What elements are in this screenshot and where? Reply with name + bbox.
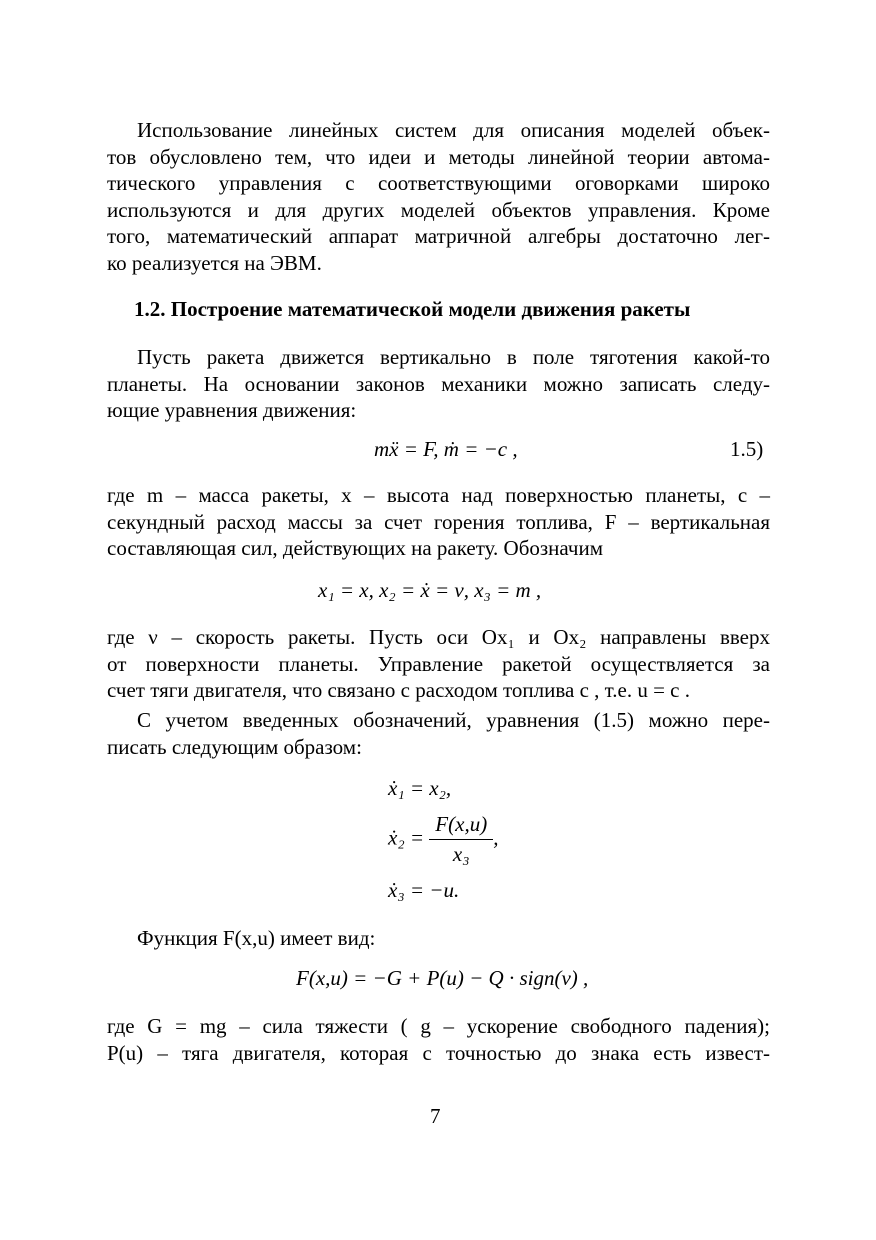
text-line: счет тяги двигателя, что связано с расходом топлива c , т.е. u = c . [107, 678, 690, 703]
system-equation-1: ẋ₁ = x₂, [388, 776, 452, 800]
paragraph-rocket-motion [107, 344, 770, 424]
system-equation-2-lhs: ẋ₂ = [388, 825, 425, 850]
text-line: тов обусловлено тем, что идеи и методы линейной теории автома- [107, 144, 770, 169]
paragraph-gravity [107, 1013, 770, 1066]
paragraph-linear-systems [107, 117, 770, 277]
equation-notation: x₁ = x, x₂ = ẋ = ν, x₃ = m , [318, 578, 542, 602]
text-line: где ν – скорость ракеты. Пусть оси Ox₁ и Ox₂ направлены вверх [107, 625, 770, 649]
paragraph-function [137, 925, 375, 952]
equation-number: 1.5) [730, 437, 764, 461]
text-line: С учетом введенных обозначений, уравнения (1.5) можно пере- [137, 708, 770, 732]
fraction [429, 812, 493, 867]
paragraph-rewrite [107, 707, 770, 760]
text-line: P(u) – тяга двигателя, которая с точностью до знака есть извест- [107, 1040, 770, 1065]
text-line: где G = mg – сила тяжести ( g – ускорение свободного падения); [107, 1014, 770, 1038]
paragraph-velocity [107, 624, 770, 704]
equation-force: F(x,u) = −G + P(u) − Q · sign(ν) , [296, 966, 589, 990]
system-equation-3: ẋ₃ = −u. [388, 878, 460, 902]
text-line: Использование линейных систем для описания моделей объек- [137, 118, 770, 142]
text-line: того, математический аппарат матричной алгебры достаточно лег- [107, 224, 770, 249]
equation-motion: mẍ = F, ṁ = −c , [374, 437, 518, 461]
text-line: составляющая сил, действующих на ракету. Обозначим [107, 536, 603, 561]
system-equation-2-tail: , [493, 825, 499, 850]
text-line: Пусть ракета движется вертикально в поле тяготения какой-то [137, 345, 770, 369]
text-line: тического управления с соответствующими оговорками широко [107, 171, 770, 196]
section-heading: 1.2. Построение математической модели движения ракеты [134, 297, 691, 321]
text-line: секундный расход массы за счет горения топлива, F – вертикальная [107, 509, 770, 534]
text-line: ющие уравнения движения: [107, 398, 357, 423]
fraction-denominator: x₃ [452, 842, 470, 866]
system-equation-2 [388, 812, 498, 867]
text-line: где m – масса ракеты, x – высота над поверхностью планеты, c – [107, 483, 770, 507]
text-line: используются и для других моделей объектов управления. Кроме [107, 197, 770, 222]
text-line: планеты. На основании законов механики можно записать следу- [107, 371, 770, 396]
text-line: писать следующим образом: [107, 734, 362, 759]
text-line: ко реализуется на ЭВМ. [107, 250, 322, 275]
paragraph-variables [107, 482, 770, 562]
text-line: от поверхности планеты. Управление ракетой осуществляется за [107, 651, 770, 676]
text-line: Функция F(x,u) имеет вид: [137, 926, 376, 950]
fraction-numerator: F(x,u) [429, 812, 493, 840]
page-number: 7 [430, 1104, 441, 1128]
